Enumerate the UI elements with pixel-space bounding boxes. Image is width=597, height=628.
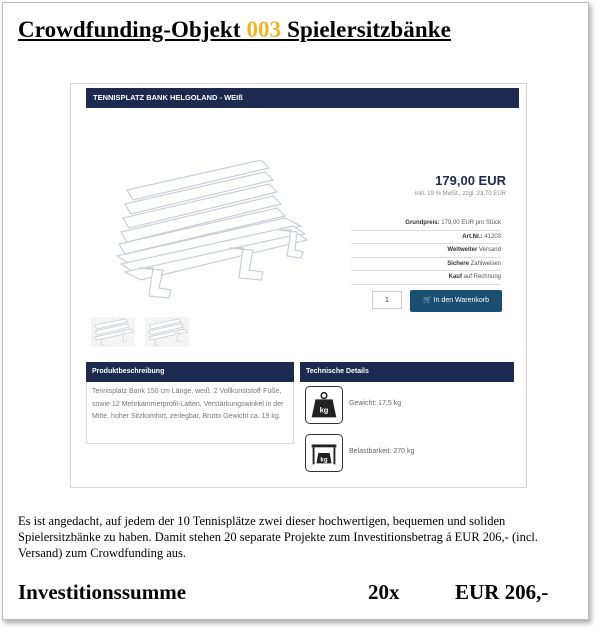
weight-text: Gewicht: 17,5 kg xyxy=(349,400,402,407)
detail-label: Grundpreis: xyxy=(405,220,440,226)
investment-amount: EUR 206,- xyxy=(455,580,549,604)
product-price: 179,00 EUR xyxy=(435,173,506,188)
investment-summary xyxy=(18,580,578,608)
detail-row xyxy=(351,244,501,258)
detail-label: Kauf xyxy=(448,274,462,280)
title-number: 003 xyxy=(246,17,282,42)
investment-label: Investitionssumme xyxy=(18,580,187,604)
load-capacity-text: Belastbarkeit: 270 kg xyxy=(349,448,415,455)
detail-label: Art.Nr.: xyxy=(462,233,483,240)
tech-item-load xyxy=(303,434,518,476)
bench-thumbnail-1[interactable] xyxy=(91,317,135,347)
detail-label: Weltweiter xyxy=(447,247,478,253)
add-to-cart-button[interactable] xyxy=(410,290,502,312)
description-heading: Produktbeschreibung xyxy=(86,362,294,382)
investment-count: 20x xyxy=(368,580,400,604)
detail-value: 41203 xyxy=(484,233,501,240)
detail-label: Sichere xyxy=(447,260,469,267)
detail-row xyxy=(351,271,501,285)
detail-value: auf Rechnung xyxy=(463,274,501,280)
page-title xyxy=(18,17,451,43)
detail-row xyxy=(351,231,501,245)
title-prefix: Crowdfunding-Objekt xyxy=(18,17,247,42)
svg-text:kg: kg xyxy=(319,405,329,415)
price-tax-note: inkl. 19 % MwSt., zzgl. 23,70 EUR xyxy=(414,191,506,197)
product-details-list xyxy=(351,217,501,285)
weight-icon xyxy=(305,386,343,424)
svg-text:kg: kg xyxy=(320,456,328,464)
detail-row xyxy=(351,217,501,231)
title-suffix: Spielersitzbänke xyxy=(281,17,451,42)
bench-image xyxy=(109,160,309,300)
description-text: Tennisplatz Bank 150 cm Länge, weiß. 2 Vollkunststoff-Füße, sowie 12 Mehrkammerprofil-Latten, Verstärkungswinkel in der Mitte, hoher Sitzkomfort, zerlegbar, Brutto Gewicht ca. 19 kg. xyxy=(86,382,294,444)
product-title-bar: TENNISPLATZ BANK HELGOLAND - WEIß xyxy=(86,88,519,108)
quantity-input[interactable]: 1 xyxy=(372,291,402,309)
cart-icon: 🛒 xyxy=(422,297,432,304)
description-paragraph: Es ist angedacht, auf jedem der 10 Tennisplätze zwei dieser hochwertigen, bequemen und soliden Spielersitzbänke zu haben. Damit stehen 20 separate Projekte zum Investitionsbetrag á EUR 206,- (incl. Versand) zum Crowdfunding aus. xyxy=(18,514,538,560)
load-capacity-icon xyxy=(305,434,343,472)
add-to-cart-label: In den Warenkorb xyxy=(433,297,490,304)
bench-thumbnail-2[interactable] xyxy=(145,317,189,347)
detail-value: Zahlweisen xyxy=(470,260,501,267)
product-screenshot xyxy=(70,83,527,488)
document-page xyxy=(2,2,589,620)
detail-value: Versand xyxy=(478,247,501,253)
detail-row xyxy=(351,258,501,272)
tech-item-weight xyxy=(303,386,518,428)
tech-details-heading: Technische Details xyxy=(300,362,514,382)
detail-value: 179,00 EUR pro Stück xyxy=(441,220,501,226)
